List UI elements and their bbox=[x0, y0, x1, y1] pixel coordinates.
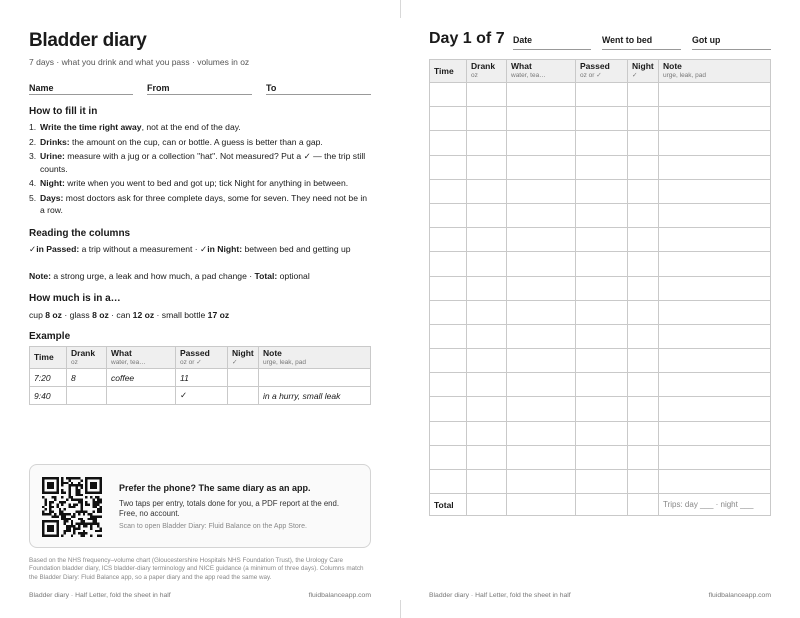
entry-cell[interactable] bbox=[467, 155, 507, 179]
table-cell: 8 bbox=[67, 369, 107, 387]
column-label: Drank bbox=[471, 61, 496, 71]
date-label: Date bbox=[513, 35, 533, 45]
step-number: 1. bbox=[29, 122, 37, 132]
went-to-bed-field[interactable] bbox=[602, 35, 681, 50]
instruction-steps bbox=[29, 121, 371, 219]
column-hint: urge, leak, pad bbox=[663, 72, 707, 79]
total-cell[interactable] bbox=[576, 494, 628, 516]
total-cell[interactable] bbox=[507, 494, 576, 516]
step-text bbox=[40, 192, 371, 217]
entry-cell[interactable] bbox=[507, 228, 576, 252]
table-row bbox=[430, 421, 771, 445]
table-row bbox=[430, 276, 771, 300]
table-row bbox=[430, 83, 771, 107]
entry-cell[interactable] bbox=[430, 228, 467, 252]
container-volumes bbox=[29, 309, 371, 322]
entry-cell[interactable] bbox=[507, 421, 576, 445]
entry-cell[interactable] bbox=[467, 131, 507, 155]
table-cell bbox=[259, 369, 371, 387]
table-row bbox=[430, 373, 771, 397]
entry-cell[interactable] bbox=[507, 83, 576, 107]
entry-cell[interactable] bbox=[507, 397, 576, 421]
got-up-label: Got up bbox=[692, 35, 721, 45]
diary-subtitle: 7 days · what you drink and what you pass · volumes in oz bbox=[29, 57, 250, 67]
entry-cell[interactable] bbox=[507, 470, 576, 494]
step-detail: the amount on the cup, can or bottle. A guess is better than a gap. bbox=[69, 136, 323, 147]
entry-cell[interactable] bbox=[628, 107, 659, 131]
entry-cell[interactable] bbox=[576, 276, 628, 300]
table-cell: 9:40 bbox=[30, 387, 67, 405]
instruction-step bbox=[29, 121, 371, 134]
step-number: 3. bbox=[29, 151, 37, 161]
night-check-term: ✓in Night: bbox=[200, 244, 243, 254]
from-label: From bbox=[147, 83, 170, 93]
column-header bbox=[430, 60, 467, 83]
entry-cell[interactable] bbox=[659, 445, 771, 469]
table-row bbox=[430, 397, 771, 421]
reading-heading: Reading the columns bbox=[29, 228, 131, 239]
table-row bbox=[430, 324, 771, 348]
container-volume: 17 oz bbox=[207, 310, 230, 320]
table-row bbox=[430, 228, 771, 252]
entry-cell[interactable] bbox=[628, 397, 659, 421]
entry-cell[interactable] bbox=[576, 252, 628, 276]
entry-cell[interactable] bbox=[628, 179, 659, 203]
entry-cell[interactable] bbox=[430, 373, 467, 397]
got-up-field[interactable] bbox=[692, 35, 771, 50]
name-label: Name bbox=[29, 83, 54, 93]
entry-cell[interactable] bbox=[659, 179, 771, 203]
entry-cell[interactable] bbox=[659, 131, 771, 155]
entry-cell[interactable] bbox=[467, 252, 507, 276]
from-field[interactable] bbox=[147, 78, 252, 95]
column-hint: water, tea… bbox=[511, 72, 546, 79]
column-hint: oz or ✓ bbox=[580, 72, 602, 79]
entry-cell[interactable] bbox=[507, 155, 576, 179]
entry-cell[interactable] bbox=[659, 203, 771, 227]
footer-website: fluidbalanceapp.com bbox=[308, 592, 371, 599]
table-row bbox=[430, 300, 771, 324]
column-header bbox=[507, 60, 576, 83]
entry-cell[interactable] bbox=[628, 203, 659, 227]
column-header bbox=[259, 347, 371, 369]
entry-cell[interactable] bbox=[507, 131, 576, 155]
entry-cell[interactable] bbox=[507, 203, 576, 227]
entry-cell[interactable] bbox=[507, 445, 576, 469]
column-hint: ✓ bbox=[632, 72, 638, 79]
step-number: 4. bbox=[29, 178, 37, 188]
step-detail: most doctors ask for three complete days, some for seven. They need not be in a row. bbox=[40, 192, 368, 215]
column-hint: ✓ bbox=[232, 358, 238, 366]
entry-cell[interactable] bbox=[628, 300, 659, 324]
diary-title: Bladder diary bbox=[29, 30, 147, 51]
entry-cell[interactable] bbox=[659, 397, 771, 421]
entry-cell[interactable] bbox=[628, 470, 659, 494]
entry-cell[interactable] bbox=[467, 373, 507, 397]
entry-cell[interactable] bbox=[659, 470, 771, 494]
step-text bbox=[40, 177, 348, 190]
entry-cell[interactable] bbox=[467, 203, 507, 227]
entry-cell[interactable] bbox=[507, 373, 576, 397]
table-row bbox=[30, 387, 371, 405]
entry-cell[interactable] bbox=[659, 300, 771, 324]
trips-summary[interactable]: Trips: day ___ · night ___ bbox=[659, 494, 771, 516]
app-promo-card bbox=[29, 464, 371, 548]
note-desc: a strong urge, a leak and how much, a pad change · bbox=[50, 271, 255, 281]
step-keyword: Write the time right away bbox=[40, 122, 142, 132]
entry-cell[interactable] bbox=[628, 373, 659, 397]
night-check-desc: between bed and getting up bbox=[242, 244, 351, 254]
promo-body: Two taps per entry, totals done for you, a PDF report at the end. Free, no account. bbox=[119, 499, 340, 518]
how-heading: How to fill it in bbox=[29, 106, 98, 117]
entry-cell[interactable] bbox=[659, 349, 771, 373]
passed-check-desc: a trip without a measurement · bbox=[79, 244, 201, 254]
entry-cell[interactable] bbox=[659, 107, 771, 131]
step-number: 2. bbox=[29, 136, 37, 147]
column-hint: urge, leak, pad bbox=[263, 358, 307, 366]
column-hint: oz bbox=[471, 72, 478, 79]
entry-cell[interactable] bbox=[430, 349, 467, 373]
table-row bbox=[430, 445, 771, 469]
column-label: Time bbox=[434, 65, 454, 76]
entry-cell[interactable] bbox=[430, 421, 467, 445]
container-volume: 8 oz bbox=[45, 310, 62, 320]
table-row bbox=[30, 369, 371, 387]
entry-cell[interactable] bbox=[507, 179, 576, 203]
name-field[interactable] bbox=[29, 78, 133, 95]
entry-cell[interactable] bbox=[507, 276, 576, 300]
step-detail: measure with a jug or a collection "hat". Not measured? Put a ✓ — the trip still counts. bbox=[40, 151, 366, 174]
table-cell: 7:20 bbox=[30, 369, 67, 387]
entry-cell[interactable] bbox=[430, 179, 467, 203]
column-header bbox=[30, 347, 67, 369]
step-text bbox=[40, 121, 241, 134]
column-header bbox=[67, 347, 107, 369]
entry-cell[interactable] bbox=[659, 421, 771, 445]
entry-cell[interactable] bbox=[467, 445, 507, 469]
column-header bbox=[228, 347, 259, 369]
table-row bbox=[430, 470, 771, 494]
table-row bbox=[430, 349, 771, 373]
column-label: Time bbox=[34, 352, 54, 362]
table-cell bbox=[107, 387, 176, 405]
entry-cell[interactable] bbox=[430, 203, 467, 227]
column-label: Note bbox=[663, 61, 682, 71]
total-desc: optional bbox=[277, 271, 310, 281]
example-table bbox=[29, 346, 371, 405]
entry-cell[interactable] bbox=[576, 228, 628, 252]
promo-scan-note: Scan to open Bladder Diary: Fluid Balance on the App Store. bbox=[119, 523, 307, 530]
entry-cell[interactable] bbox=[430, 155, 467, 179]
entry-cell[interactable] bbox=[467, 276, 507, 300]
entry-cell[interactable] bbox=[576, 470, 628, 494]
note-term: Note: bbox=[29, 271, 51, 281]
entry-cell[interactable] bbox=[430, 397, 467, 421]
table-row bbox=[430, 155, 771, 179]
column-label: Drank bbox=[71, 347, 96, 358]
footer-website: fluidbalanceapp.com bbox=[708, 592, 771, 599]
column-header bbox=[467, 60, 507, 83]
entry-cell[interactable] bbox=[659, 155, 771, 179]
step-number: 5. bbox=[29, 192, 37, 203]
entry-cell[interactable] bbox=[576, 155, 628, 179]
column-label: Passed bbox=[180, 347, 210, 358]
table-row bbox=[430, 107, 771, 131]
entry-cell[interactable] bbox=[576, 83, 628, 107]
entry-cell[interactable] bbox=[628, 155, 659, 179]
entry-cell[interactable] bbox=[628, 83, 659, 107]
entry-cell[interactable] bbox=[628, 131, 659, 155]
footer-left: Bladder diary · Half Letter, fold the sheet in half bbox=[29, 592, 171, 599]
total-term: Total: bbox=[254, 271, 278, 281]
step-keyword: Drinks: bbox=[40, 136, 70, 147]
how-much-heading: How much is in a… bbox=[29, 293, 121, 304]
entry-cell[interactable] bbox=[467, 179, 507, 203]
table-row bbox=[430, 131, 771, 155]
entry-cell[interactable] bbox=[576, 324, 628, 348]
table-row bbox=[430, 203, 771, 227]
total-cell[interactable] bbox=[467, 494, 507, 516]
column-header bbox=[576, 60, 628, 83]
step-detail: write when you went to bed and got up; tick Night for anything in between. bbox=[64, 178, 349, 188]
entry-cell[interactable] bbox=[507, 324, 576, 348]
entry-cell[interactable] bbox=[467, 300, 507, 324]
entry-cell[interactable] bbox=[628, 228, 659, 252]
column-label: Night bbox=[232, 347, 254, 358]
entry-cell[interactable] bbox=[576, 107, 628, 131]
entry-cell[interactable] bbox=[576, 131, 628, 155]
container-name: cup bbox=[29, 310, 46, 320]
entry-cell[interactable] bbox=[467, 349, 507, 373]
entry-cell[interactable] bbox=[659, 252, 771, 276]
entry-cell[interactable] bbox=[430, 107, 467, 131]
column-label: Passed bbox=[580, 61, 610, 71]
instruction-step bbox=[29, 177, 371, 190]
sources-footnote: Based on the NHS frequency–volume chart (Gloucestershire Hospitals NHS Foundation Trust), the Urology Care Foundation bladder diary, ICS bladder-diary terminology and NICE guidance (a minimum of three days). Columns match the Bladder Diary: Fluid Balance app, so a paper diary and the app read the same way. bbox=[29, 557, 364, 581]
entry-cell[interactable] bbox=[576, 179, 628, 203]
table-cell: coffee bbox=[107, 369, 176, 387]
day-log-page bbox=[400, 0, 800, 618]
entry-cell[interactable] bbox=[430, 276, 467, 300]
entry-cell[interactable] bbox=[467, 397, 507, 421]
passed-check-term: ✓in Passed: bbox=[29, 244, 80, 254]
to-field[interactable] bbox=[266, 78, 371, 95]
entry-cell[interactable] bbox=[430, 83, 467, 107]
total-row bbox=[430, 494, 771, 516]
container-name: · small bottle bbox=[154, 310, 208, 320]
step-keyword: Days: bbox=[40, 192, 64, 203]
total-cell[interactable] bbox=[628, 494, 659, 516]
example-heading: Example bbox=[29, 331, 71, 342]
instruction-step bbox=[29, 150, 371, 175]
entry-cell[interactable] bbox=[576, 373, 628, 397]
column-header bbox=[628, 60, 659, 83]
entry-cell[interactable] bbox=[628, 349, 659, 373]
reading-columns-line-1 bbox=[29, 243, 371, 256]
entry-cell[interactable] bbox=[576, 349, 628, 373]
to-label: To bbox=[266, 83, 277, 93]
instruction-step bbox=[29, 192, 371, 217]
container-volume: 8 oz bbox=[92, 310, 109, 320]
table-cell bbox=[228, 369, 259, 387]
entry-cell[interactable] bbox=[659, 83, 771, 107]
owner-fields bbox=[29, 78, 371, 96]
entry-cell[interactable] bbox=[430, 131, 467, 155]
column-header bbox=[176, 347, 228, 369]
table-cell: in a hurry, small leak bbox=[259, 387, 371, 405]
entry-cell[interactable] bbox=[628, 445, 659, 469]
entry-cell[interactable] bbox=[467, 83, 507, 107]
container-name: · glass bbox=[61, 310, 93, 320]
entry-cell[interactable] bbox=[467, 107, 507, 131]
reading-columns-line-2 bbox=[29, 270, 371, 283]
entry-cell[interactable] bbox=[467, 324, 507, 348]
step-text bbox=[40, 150, 371, 175]
day-log-table bbox=[429, 59, 771, 516]
entry-cell[interactable] bbox=[576, 397, 628, 421]
footer-left: Bladder diary · Half Letter, fold the sheet in half bbox=[429, 592, 571, 599]
entry-cell[interactable] bbox=[628, 276, 659, 300]
table-row bbox=[430, 179, 771, 203]
entry-cell[interactable] bbox=[576, 421, 628, 445]
entry-cell[interactable] bbox=[507, 300, 576, 324]
column-hint: oz or ✓ bbox=[180, 358, 202, 366]
entry-cell[interactable] bbox=[659, 373, 771, 397]
entry-cell[interactable] bbox=[576, 300, 628, 324]
entry-cell[interactable] bbox=[659, 324, 771, 348]
entry-cell[interactable] bbox=[430, 300, 467, 324]
entry-cell[interactable] bbox=[659, 228, 771, 252]
entry-cell[interactable] bbox=[467, 421, 507, 445]
entry-cell[interactable] bbox=[659, 276, 771, 300]
table-cell: ✓ bbox=[176, 387, 228, 405]
entry-cell[interactable] bbox=[507, 349, 576, 373]
entry-cell[interactable] bbox=[507, 107, 576, 131]
step-keyword: Night: bbox=[40, 178, 65, 188]
promo-title: Prefer the phone? The same diary as an app. bbox=[119, 483, 311, 493]
column-hint: water, tea… bbox=[111, 358, 146, 366]
entry-cell[interactable] bbox=[430, 470, 467, 494]
table-cell: 11 bbox=[176, 369, 228, 387]
column-label: Note bbox=[263, 347, 282, 358]
table-row bbox=[430, 252, 771, 276]
column-header bbox=[659, 60, 771, 83]
entry-cell[interactable] bbox=[628, 421, 659, 445]
column-header bbox=[107, 347, 176, 369]
step-detail: , not at the end of the day. bbox=[141, 122, 241, 132]
column-label: Night bbox=[632, 61, 654, 71]
entry-cell[interactable] bbox=[430, 324, 467, 348]
entry-cell[interactable] bbox=[430, 445, 467, 469]
entry-cell[interactable] bbox=[576, 203, 628, 227]
entry-cell[interactable] bbox=[467, 228, 507, 252]
qr-code[interactable] bbox=[42, 477, 102, 537]
column-label: What bbox=[511, 61, 532, 71]
went-to-bed-label: Went to bed bbox=[602, 35, 653, 45]
instruction-step bbox=[29, 136, 371, 149]
container-volume: 12 oz bbox=[132, 310, 155, 320]
container-name: · can bbox=[108, 310, 133, 320]
entry-cell[interactable] bbox=[576, 445, 628, 469]
day-title: Day 1 of 7 bbox=[429, 30, 505, 47]
step-keyword: Urine: bbox=[40, 151, 65, 161]
total-label: Total bbox=[430, 494, 467, 516]
entry-cell[interactable] bbox=[467, 470, 507, 494]
date-field[interactable] bbox=[513, 35, 591, 50]
step-text bbox=[40, 136, 323, 149]
entry-cell[interactable] bbox=[430, 252, 467, 276]
entry-cell[interactable] bbox=[628, 252, 659, 276]
column-hint: oz bbox=[71, 358, 78, 366]
entry-cell[interactable] bbox=[507, 252, 576, 276]
entry-cell[interactable] bbox=[628, 324, 659, 348]
table-cell bbox=[67, 387, 107, 405]
table-cell bbox=[228, 387, 259, 405]
column-label: What bbox=[111, 347, 132, 358]
